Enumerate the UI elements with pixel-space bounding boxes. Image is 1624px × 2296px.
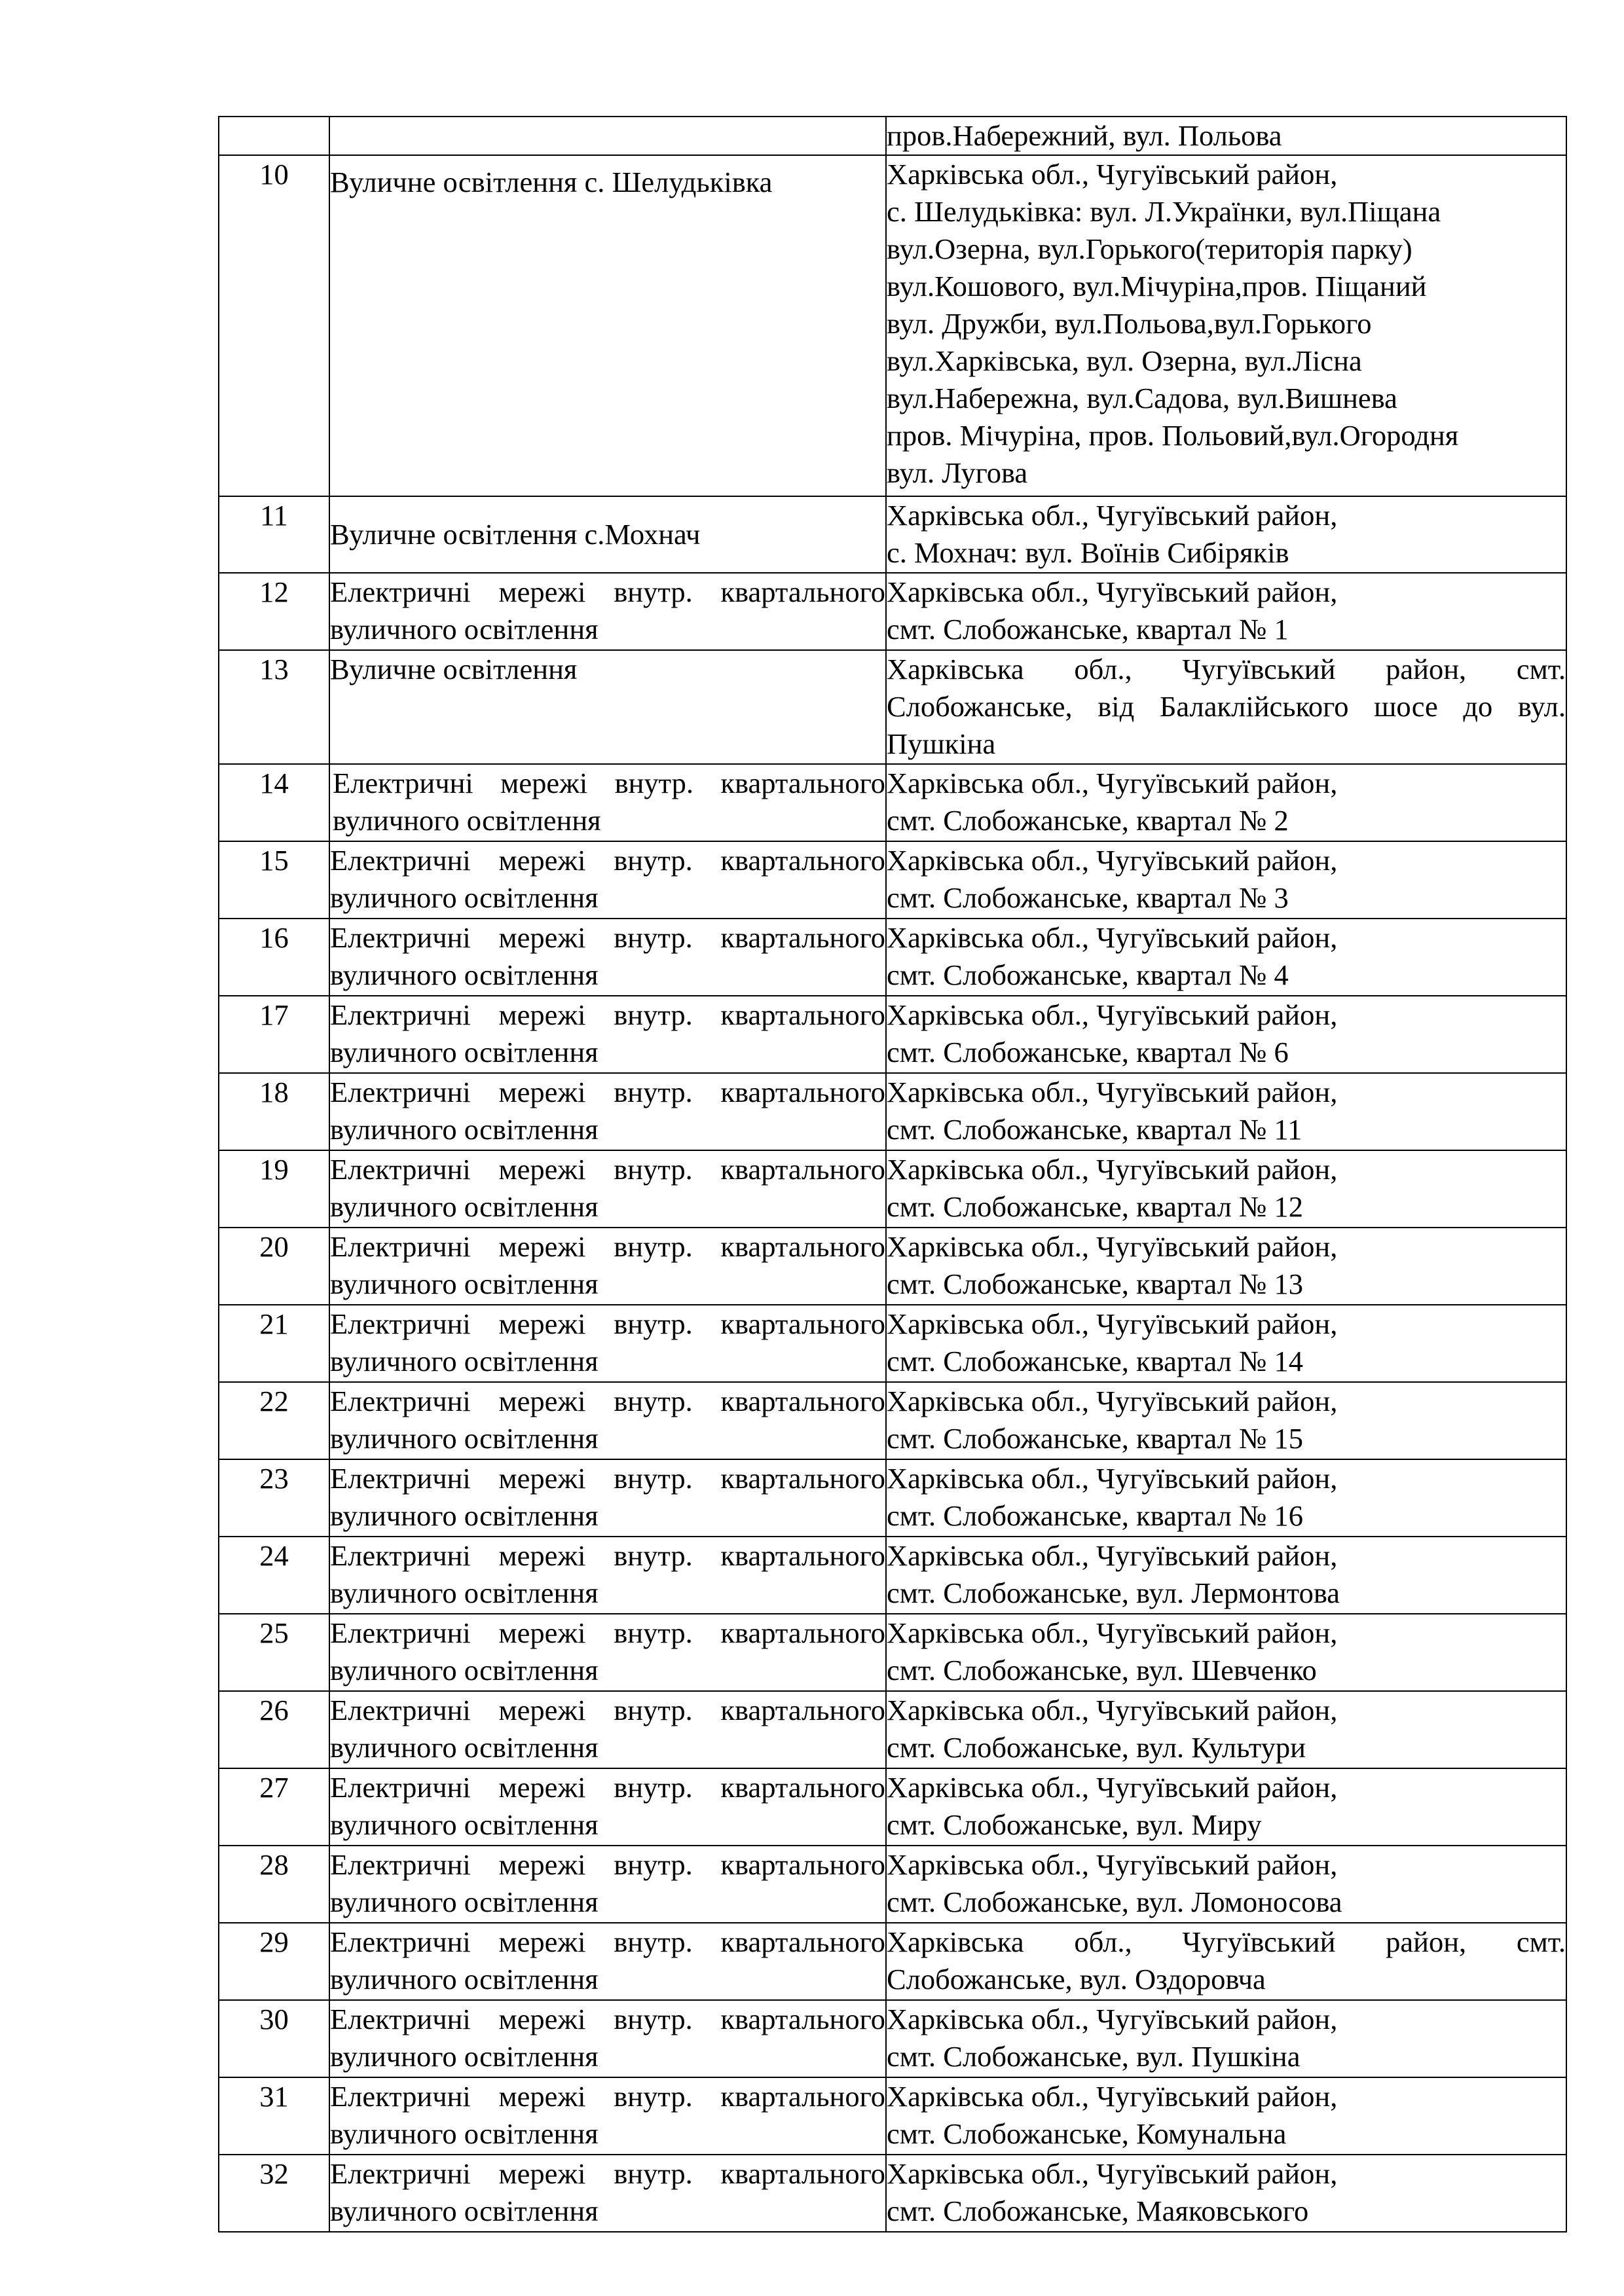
lighting-objects-table [218,116,1567,2232]
object-name-cell: Електричні мережі внутр. квартального вуличного освітлення [329,1073,886,1150]
object-name-cell [329,117,886,155]
table-row [219,496,1566,573]
object-name-cell: Електричні мережі внутр. квартального вуличного освітлення [329,1768,886,1846]
table-row [219,841,1566,919]
row-number-cell: 31 [219,2077,329,2155]
object-name-cell: Електричні мережі внутр. квартального вуличного освітлення [329,1614,886,1691]
address-cell: Харківська обл., Чугуївський район, смт. Слобожанське, квартал № 14 [886,1305,1566,1382]
object-name-cell: Вуличне освітлення [329,650,886,764]
address-cell: Харківська обл., Чугуївський район, смт. Слобожанське, квартал № 11 [886,1073,1566,1150]
address-cell: Харківська обл., Чугуївський район, смт. Слобожанське, квартал № 3 [886,841,1566,919]
table-row [219,650,1566,764]
row-number-cell: 26 [219,1691,329,1768]
table-row [219,996,1566,1073]
object-name-cell: Електричні мережі внутр. квартального вуличного освітлення [329,1846,886,1923]
row-number-cell: 16 [219,919,329,996]
row-number-cell: 24 [219,1537,329,1614]
address-cell: Харківська обл., Чугуївський район, смт. Слобожанське, вул. Лермонтова [886,1537,1566,1614]
row-number-cell: 11 [219,496,329,573]
object-name-cell: Електричні мережі внутр. квартального вуличного освітлення [329,1691,886,1768]
table-row [219,2000,1566,2077]
address-cell: Харківська обл., Чугуївський район, смт. Слобожанське, квартал № 1 [886,573,1566,650]
row-number-cell: 19 [219,1150,329,1228]
row-number-cell: 32 [219,2155,329,2232]
address-cell: Харківська обл., Чугуївський район, смт. Слобожанське, Маяковського [886,2155,1566,2232]
table-row [219,1228,1566,1305]
row-number-cell: 17 [219,996,329,1073]
object-name-cell: Електричні мережі внутр. квартального вуличного освітлення [329,764,886,841]
object-name-cell: Електричні мережі внутр. квартального вуличного освітлення [329,2000,886,2077]
object-name-cell: Електричні мережі внутр. квартального вуличного освітлення [329,1228,886,1305]
object-name-cell: Електричні мережі внутр. квартального вуличного освітлення [329,1923,886,2000]
object-name-cell: Електричні мережі внутр. квартального вуличного освітлення [329,2077,886,2155]
table-row [219,1537,1566,1614]
object-name-cell: Електричні мережі внутр. квартального вуличного освітлення [329,1382,886,1459]
table-row [219,573,1566,650]
address-cell: пров.Набережний, вул. Польова [886,117,1566,155]
table-row [219,764,1566,841]
row-number-cell [219,117,329,155]
address-cell: Харківська обл., Чугуївський район, смт. Слобожанське, квартал № 13 [886,1228,1566,1305]
object-name-cell: Електричні мережі внутр. квартального вуличного освітлення [329,573,886,650]
address-cell: Харківська обл., Чугуївський район, смт. Слобожанське, вул. Культури [886,1691,1566,1768]
row-number-cell: 13 [219,650,329,764]
row-number-cell: 18 [219,1073,329,1150]
table-row [219,155,1566,496]
table-row [219,1305,1566,1382]
table-row [219,2155,1566,2232]
address-cell: Харківська обл., Чугуївський район, смт. Слобожанське, вул. Миру [886,1768,1566,1846]
row-number-cell: 21 [219,1305,329,1382]
object-name-cell: Електричні мережі внутр. квартального вуличного освітлення [329,1537,886,1614]
table-row [219,1382,1566,1459]
address-cell: Харківська обл., Чугуївський район, смт. Слобожанське, вул. Оздоровча [886,1923,1566,2000]
address-cell: Харківська обл., Чугуївський район, смт. Слобожанське, квартал № 6 [886,996,1566,1073]
object-name-cell: Електричні мережі внутр. квартального вуличного освітлення [329,996,886,1073]
row-number-cell: 23 [219,1459,329,1537]
table-row [219,1459,1566,1537]
table-row [219,2077,1566,2155]
address-cell: Харківська обл., Чугуївський район, смт. Слобожанське, квартал № 16 [886,1459,1566,1537]
address-cell: Харківська обл., Чугуївський район, смт. Слобожанське, вул. Ломоносова [886,1846,1566,1923]
row-number-cell: 30 [219,2000,329,2077]
address-cell: Харківська обл., Чугуївський район, смт. Слобожанське, вул. Пушкіна [886,2000,1566,2077]
table-row [219,1073,1566,1150]
address-cell: Харківська обл., Чугуївський район, смт. Слобожанське, квартал № 4 [886,919,1566,996]
object-name-cell: Електричні мережі внутр. квартального вуличного освітлення [329,1305,886,1382]
object-name-cell: Електричні мережі внутр. квартального вуличного освітлення [329,1459,886,1537]
row-number-cell: 25 [219,1614,329,1691]
address-cell: Харківська обл., Чугуївський район, с. Мохнач: вул. Воїнів Сибіряків [886,496,1566,573]
row-number-cell: 28 [219,1846,329,1923]
table-row [219,1768,1566,1846]
address-cell: Харківська обл., Чугуївський район, с. Шелудьківка: вул. Л.Українки, вул.Піщана вул.Озерна, вул.Горького(територія парку) вул.Кошового, вул.Мічуріна,пров. Піщаний вул. Дружби, вул.Польова,вул.Горького вул.Харківська, вул. Озерна, вул.Лісна вул.Набережна, вул.Садова, вул.Вишнева пров. Мічуріна, пров. Польовий,вул.Огородня вул. Лугова [886,155,1566,496]
table-row [219,1846,1566,1923]
address-cell: Харківська обл., Чугуївський район, смт. Слобожанське, від Балаклійського шосе до вул. Пушкіна [886,650,1566,764]
object-name-cell: Електричні мережі внутр. квартального вуличного освітлення [329,1150,886,1228]
row-number-cell: 15 [219,841,329,919]
object-name-cell: Вуличне освітлення с. Шелудьківка [329,155,886,496]
table-row [219,1614,1566,1691]
table-row [219,1923,1566,2000]
table-row [219,919,1566,996]
address-cell: Харківська обл., Чугуївський район, смт. Слобожанське, квартал № 15 [886,1382,1566,1459]
row-number-cell: 10 [219,155,329,496]
row-number-cell: 29 [219,1923,329,2000]
table-row [219,1150,1566,1228]
object-name-cell: Електричні мережі внутр. квартального вуличного освітлення [329,919,886,996]
row-number-cell: 12 [219,573,329,650]
table-row [219,1691,1566,1768]
row-number-cell: 20 [219,1228,329,1305]
row-number-cell: 14 [219,764,329,841]
object-name-cell: Електричні мережі внутр. квартального вуличного освітлення [329,2155,886,2232]
table-row [219,117,1566,155]
row-number-cell: 22 [219,1382,329,1459]
address-cell: Харківська обл., Чугуївський район, смт. Слобожанське, Комунальна [886,2077,1566,2155]
address-cell: Харківська обл., Чугуївський район, смт. Слобожанське, вул. Шевченко [886,1614,1566,1691]
address-cell: Харківська обл., Чугуївський район, смт. Слобожанське, квартал № 12 [886,1150,1566,1228]
object-name-cell: Вуличне освітлення с.Мохнач [329,496,886,573]
row-number-cell: 27 [219,1768,329,1846]
address-cell: Харківська обл., Чугуївський район, смт. Слобожанське, квартал № 2 [886,764,1566,841]
object-name-cell: Електричні мережі внутр. квартального вуличного освітлення [329,841,886,919]
